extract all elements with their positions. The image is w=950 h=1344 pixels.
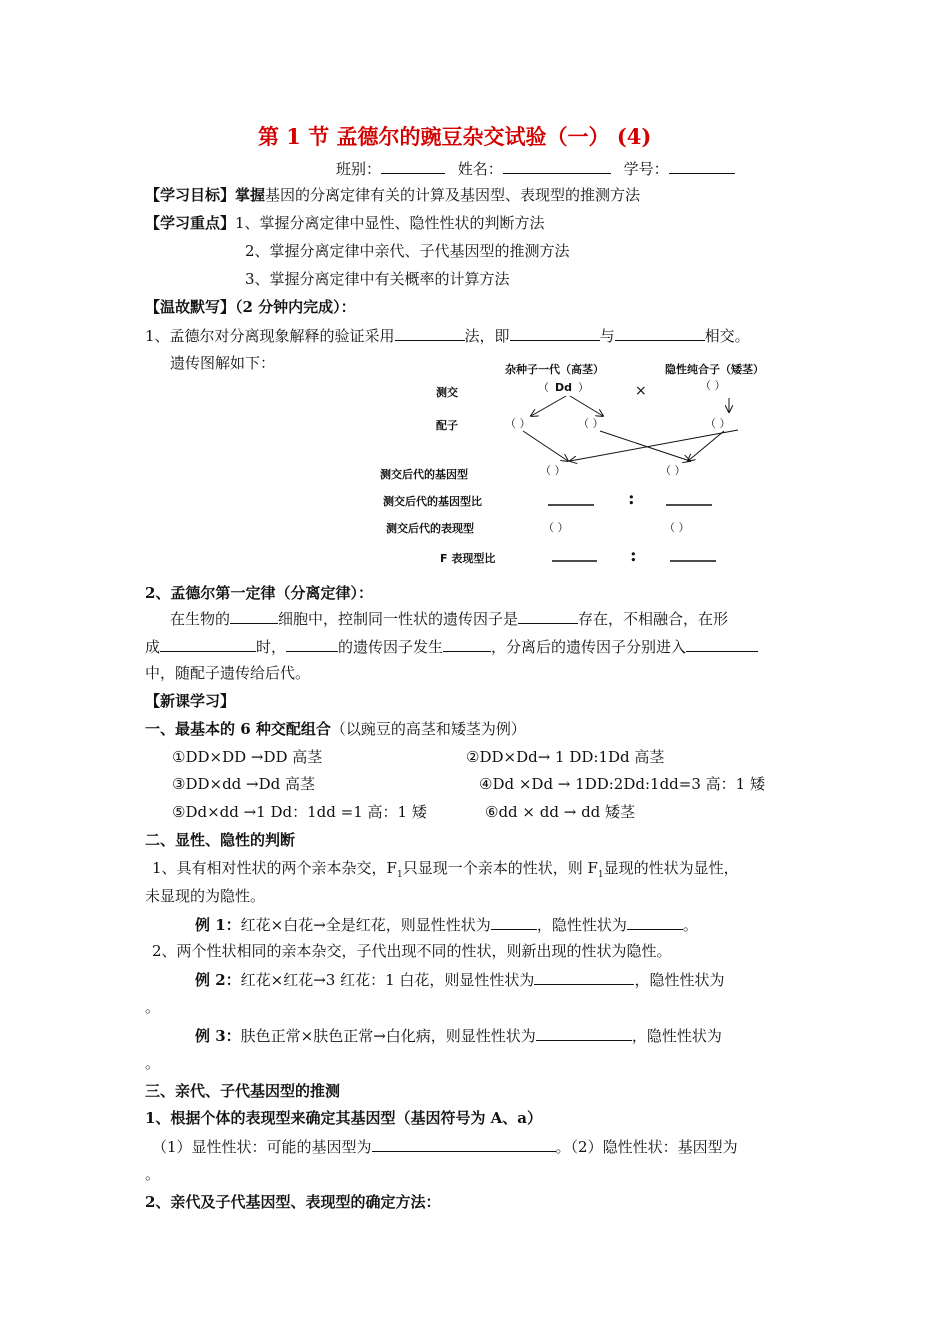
section-1-heading	[145, 719, 526, 739]
cross-combo: ⑤Dd×dd →1 Dd：1dd =1 高：1 矮	[172, 803, 427, 821]
cross-combo: ③DD×dd →Dd 高茎	[172, 775, 316, 793]
objectives-tag: 【学习目标】	[145, 186, 236, 204]
objectives-bold: 掌握	[235, 186, 266, 204]
q2-text: 在生物的	[170, 610, 231, 628]
diagram-ratio-colon: :	[630, 545, 637, 566]
focus-item: 3、掌握分离定律中有关概率的计算方法	[245, 270, 510, 288]
example-3	[195, 1025, 722, 1046]
section-1-note: （以豌豆的高茎和矮茎为例）	[330, 720, 526, 738]
example-text: 红花×红花→3 红花：1 白花，则显性性状为	[240, 971, 535, 989]
diagram-arrows	[0, 0, 950, 600]
diagram-recessive-label: 隐性纯合子（矮茎）	[665, 363, 764, 376]
s3-blank[interactable]	[372, 1136, 556, 1152]
section-3-q1: 1、根据个体的表现型来确定其基因型（基因符号为 A、a）	[145, 1109, 543, 1127]
diagram-row-label: 测交后代的基因型	[380, 468, 468, 481]
q2-blank[interactable]	[443, 636, 491, 652]
cross-combo: ②DD×Dd→ 1 DD:1Dd 高茎	[466, 748, 665, 766]
q2-blank[interactable]	[286, 636, 338, 652]
diagram-paren: （ ）	[700, 379, 726, 392]
q1-text: 法，即	[464, 327, 510, 345]
section-2-p2: 2、两个性状相同的亲本杂交，子代出现不同的性状，则新出现的性状为隐性。	[152, 942, 672, 960]
q2-text: 时，	[256, 638, 287, 656]
arrow	[531, 396, 566, 416]
example-text: 。	[682, 916, 698, 934]
diagram-paren: （ ）	[664, 521, 690, 534]
diagram-paren: （ ）	[660, 464, 686, 477]
diagram-paren: （ ）	[705, 417, 731, 430]
q2-text: 的遗传因子发生	[338, 638, 444, 656]
diagram-row-label: 配子	[436, 419, 458, 432]
cross-combo: ⑥dd × dd → dd 矮茎	[485, 803, 636, 821]
diagram-row-label: F 表现型比	[440, 552, 496, 565]
diagram-paren: （ ）	[505, 417, 531, 430]
focus-item: 1、掌握分离定律中显性、隐性性状的判断方法	[235, 214, 545, 232]
ex1-blank-2[interactable]	[627, 914, 683, 930]
example-tag: 例 2：	[195, 971, 241, 989]
s2-text: 只显现一个亲本的性状，则 F	[402, 859, 598, 877]
review-q2-heading: 2、孟德尔第一定律（分离定律）：	[145, 584, 373, 602]
q1-text: 1、孟德尔对分离现象解释的验证采用	[145, 327, 395, 345]
q1-text: 与	[599, 327, 615, 345]
diagram-row-label: 测交后代的表现型	[386, 522, 474, 535]
diagram-row-label: 测交后代的基因型比	[383, 495, 482, 508]
s2-text: 1、具有相对性状的两个亲本杂交，F	[152, 859, 397, 877]
new-lesson-heading: 【新课学习】	[145, 692, 236, 710]
q2-blank[interactable]	[518, 608, 578, 624]
arrow	[600, 431, 690, 461]
q2-text: ，分离后的遗传因子分别进入	[491, 638, 687, 656]
example-text: ，隐性性状为	[634, 971, 725, 989]
focus-item: 2、掌握分离定律中亲代、子代基因型的推测方法	[245, 242, 570, 260]
diagram-hybrid-label: 杂种子一代（高茎）	[505, 363, 604, 376]
section-2-p1-cont: 未显现的为隐性。	[145, 887, 266, 905]
q1-diagram-intro: 遗传图解如下：	[170, 354, 276, 372]
class-label: 班别：	[336, 160, 382, 178]
diagram-row-label: 测交	[436, 386, 458, 399]
arrow	[570, 430, 738, 461]
example-3-end: 。	[145, 1054, 161, 1072]
section-3-q1-end: 。	[145, 1165, 161, 1183]
s2-text: 显现的性状为显性，	[603, 859, 739, 877]
review-q2-line-2	[145, 636, 758, 657]
s3-text: 。（2）隐性性状：基因型为	[555, 1138, 738, 1156]
arrow	[570, 396, 603, 416]
example-text: ，隐性性状为	[631, 1027, 722, 1045]
arrow	[523, 431, 568, 461]
review-heading: 【温故默写】（2 分钟内完成）：	[145, 298, 356, 316]
example-tag: 例 1：	[195, 916, 241, 934]
cross-combo: ④Dd ×Dd → 1DD:2Dd:1dd=3 高：1 矮	[479, 775, 765, 793]
name-label: 姓名：	[457, 160, 503, 178]
focus-tag: 【学习重点】	[145, 214, 236, 232]
example-2-end: 。	[145, 998, 161, 1016]
review-q2-line-1	[170, 608, 728, 629]
q2-text: 细胞中，控制同一性状的遗传因子是	[278, 610, 519, 628]
s3-text: （1）显性性状：可能的基因型为	[152, 1138, 372, 1156]
example-text: ，隐性性状为	[536, 916, 627, 934]
diagram-paren: （ Dd ）	[538, 381, 590, 394]
example-tag: 例 3：	[195, 1027, 241, 1045]
review-q2-line-3: 中，随配子遗传给后代。	[145, 664, 311, 682]
diagram-paren: （ ）	[540, 464, 566, 477]
example-text: 肤色正常×肤色正常→白化病，则显性性状为	[240, 1027, 536, 1045]
q2-blank[interactable]	[686, 636, 758, 652]
example-text: 红花×白花→全是红花，则显性性状为	[240, 916, 491, 934]
q2-blank[interactable]	[230, 608, 278, 624]
section-3-q2: 2、亲代及子代基因型、表现型的确定方法：	[145, 1193, 441, 1211]
diagram-paren: （ ）	[543, 521, 569, 534]
section-3-q1-line	[152, 1136, 738, 1157]
ex1-blank-1[interactable]	[491, 914, 537, 930]
example-2	[195, 969, 724, 990]
section-2-heading: 二、显性、隐性的判断	[145, 831, 296, 849]
subscript: 1	[396, 870, 403, 880]
subscript: 1	[597, 870, 604, 880]
diagram-cross-symbol: ×	[635, 383, 647, 399]
section-3-heading: 三、亲代、子代基因型的推测	[145, 1082, 341, 1100]
section-2-p1	[152, 858, 739, 885]
cross-combo: ①DD×DD →DD 高茎	[172, 748, 323, 766]
diagram-paren: （ ）	[578, 417, 604, 430]
diagram-genotype-dd: Dd	[555, 381, 573, 394]
q1-text: 相交。	[704, 327, 750, 345]
id-label: 学号：	[623, 160, 669, 178]
page-title: 第 1 节 孟德尔的豌豆杂交试验（一） (4)	[258, 124, 652, 149]
diagram-ratio-colon: :	[628, 488, 635, 509]
example-1	[195, 914, 698, 935]
q2-blank[interactable]	[160, 636, 256, 652]
ex2-blank-1[interactable]	[534, 969, 634, 985]
objectives-text: 基因的分离定律有关的计算及基因型、表现型的推测方法	[265, 186, 641, 204]
q2-text: 成	[145, 638, 161, 656]
section-1-title: 一、最基本的 6 种交配组合	[145, 720, 331, 738]
ex3-blank-1[interactable]	[536, 1025, 632, 1041]
q2-text: 存在，不相融合，在形	[578, 610, 729, 628]
